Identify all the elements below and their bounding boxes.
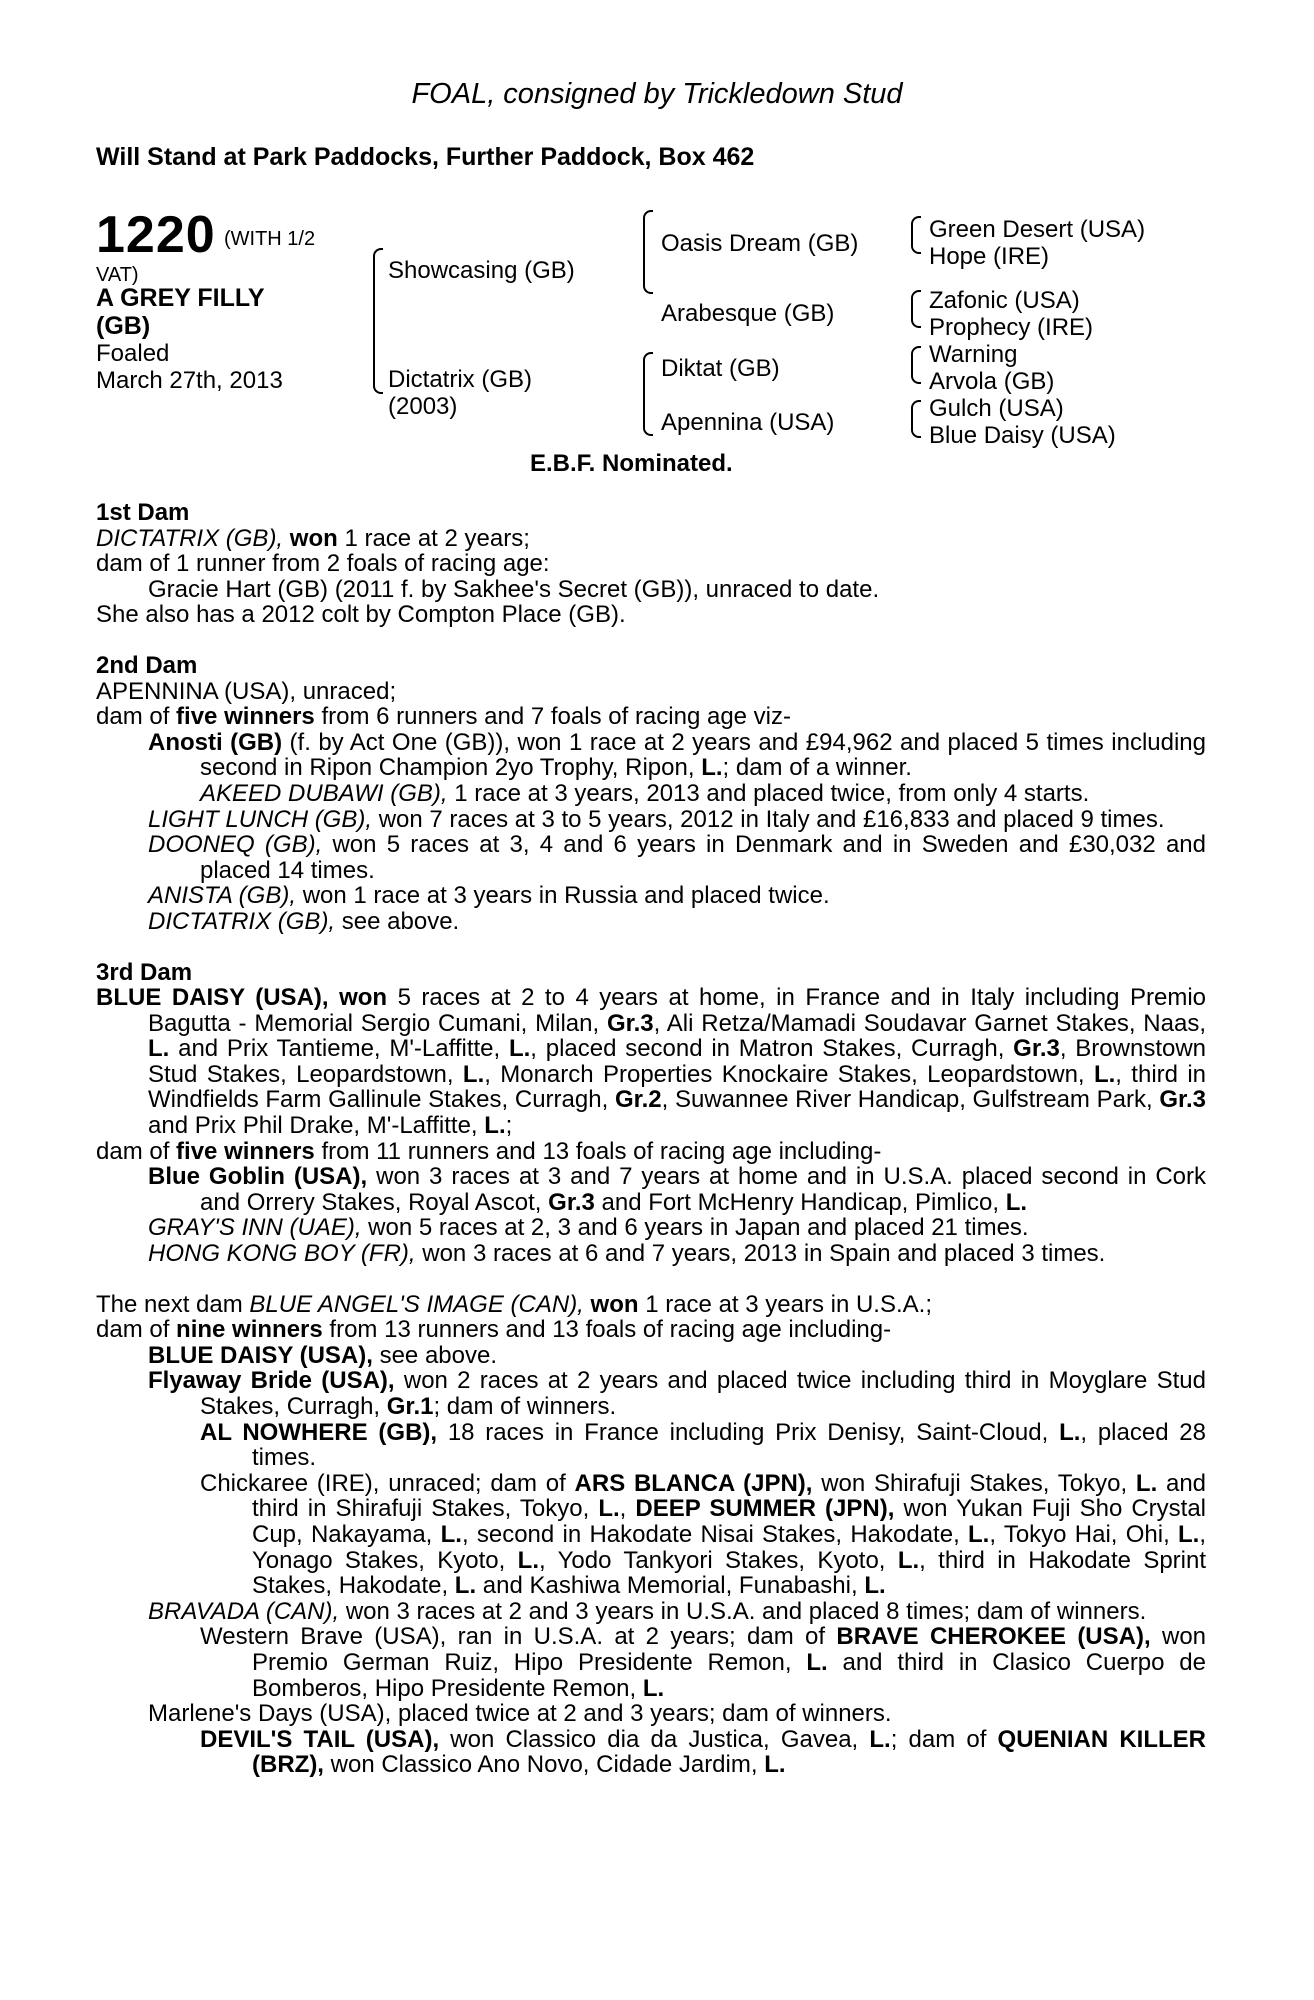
progeny-chickaree: Chickaree (IRE), unraced; dam of ARS BLANCA (JPN), won Shirafuji Stakes, Tokyo, L. and third in Shirafuji Stakes, Tokyo, L., DEEP SUMMER (JPN), won Yukan Fuji Sho Crystal Cup, Nakayama, L., second in Hakodate Nisai Stakes, Hakodate, L., Tokyo Hai, Ohi, L., Yonago Stakes, Kyoto, L., Yodo Tankyori Stakes, Kyoto, L., third in Hakodate Sprint Stakes, Hakodate, L. and Kashiwa Memorial, Funabashi, L. bbox=[200, 1469, 1207, 1600]
pedigree-g6: Arvola (GB) bbox=[929, 368, 1055, 395]
progeny-blue-daisy: BLUE DAISY (USA), see above. bbox=[148, 1341, 497, 1369]
next-dam-produce: dam of nine winners from 13 runners and 13 foals of racing age including- bbox=[96, 1316, 892, 1344]
first-dam-heading: 1st Dam bbox=[96, 499, 190, 526]
progeny-grays-inn: GRAY'S INN (UAE), won 5 races at 2, 3 and 6 years in Japan and placed 21 times. bbox=[148, 1214, 1029, 1242]
lot-vat-note: (WITH 1/2 bbox=[224, 228, 316, 250]
first-dam-note: She also has a 2012 colt by Compton Place (GB). bbox=[96, 601, 626, 629]
first-dam-runner: Gracie Hart (GB) (2011 f. by Sakhee's Secret (GB)), unraced to date. bbox=[148, 575, 880, 603]
foaled-date: Foaled March 27th, 2013 bbox=[96, 340, 283, 394]
lot-number: 1220 bbox=[96, 206, 216, 264]
progeny-flyaway-bride: Flyaway Bride (USA), won 2 races at 2 years and placed twice including third in Moyglare Stud Stakes, Curragh, Gr.1; dam of winners. bbox=[148, 1367, 1206, 1420]
second-dam-produce: dam of five winners from 6 runners and 7 foals of racing age viz- bbox=[96, 703, 792, 731]
pedigree-dam: Dictatrix (GB) bbox=[388, 366, 532, 393]
pedigree-sire: Showcasing (GB) bbox=[388, 257, 575, 284]
g-bracket-4 bbox=[911, 400, 921, 438]
g-bracket-3 bbox=[911, 346, 921, 384]
next-dam-line: The next dam BLUE ANGEL'S IMAGE (CAN), won 1 race at 3 years in U.S.A.; bbox=[96, 1290, 932, 1318]
pedigree-g8: Blue Daisy (USA) bbox=[929, 422, 1116, 449]
pedigree-sire-sire: Oasis Dream (GB) bbox=[661, 230, 859, 257]
progeny-marlenes-days: Marlene's Days (USA), placed twice at 2 and 3 years; dam of winners. bbox=[148, 1700, 892, 1728]
g-bracket-2 bbox=[911, 290, 921, 328]
pedigree-sire-dam: Arabesque (GB) bbox=[661, 300, 835, 327]
progeny-al-nowhere: AL NOWHERE (GB), 18 races in France including Prix Denisy, Saint-Cloud, L., placed 28 times. bbox=[200, 1418, 1206, 1472]
sire-dam-bracket bbox=[373, 248, 383, 394]
progeny-akeed-dubawi: AKEED DUBAWI (GB), 1 race at 3 years, 2013 and placed twice, from only 4 starts. bbox=[200, 779, 1090, 807]
first-dam-line: DICTATRIX (GB), won 1 race at 2 years; bbox=[96, 524, 530, 552]
progeny-dooneq: DOONEQ (GB), won 5 races at 3, 4 and 6 years in Denmark and in Sweden and £30,032 and placed 14 times. bbox=[148, 831, 1206, 884]
progeny-anosti: Anosti (GB) (f. by Act One (GB)), won 1 race at 2 years and £94,962 and placed 5 times including second in Ripon Champion 2yo Trophy, Ripon, L.; dam of a winner. bbox=[148, 728, 1206, 782]
progeny-anista: ANISTA (GB), won 1 race at 3 years in Russia and placed twice. bbox=[148, 882, 830, 910]
lot-description: A GREY FILLY (GB) bbox=[96, 284, 265, 340]
third-dam-heading: 3rd Dam bbox=[96, 958, 193, 986]
dam-line-text bbox=[96, 500, 1206, 1778]
progeny-western-brave: Western Brave (USA), ran in U.S.A. at 2 years; dam of BRAVE CHEROKEE (USA), won Premio German Ruiz, Hipo Presidente Remon, L. and third in Clasico Cuerpo de Bomberos, Hipo Presidente Remon, L. bbox=[200, 1623, 1207, 1702]
pedigree-g2: Hope (IRE) bbox=[929, 243, 1050, 270]
pedigree-dam-sire: Diktat (GB) bbox=[661, 355, 780, 382]
pedigree-dam-year: (2003) bbox=[388, 393, 458, 420]
first-dam-produce: dam of 1 runner from 2 foals of racing age: bbox=[96, 550, 550, 578]
progeny-light-lunch: LIGHT LUNCH (GB), won 7 races at 3 to 5 years, 2012 in Italy and £16,833 and placed 9 times. bbox=[148, 805, 1165, 833]
ebf-nomination: E.B.F. Nominated. bbox=[530, 450, 733, 477]
lot-vat-note-cont: VAT) bbox=[96, 264, 139, 286]
page-title: FOAL, consigned by Trickledown Stud bbox=[411, 78, 903, 110]
progeny-devils-tail: DEVIL'S TAIL (USA), won Classico dia da Justica, Gavea, L.; dam of QUENIAN KILLER (BRZ), won Classico Ano Novo, Cidade Jardim, L. bbox=[200, 1725, 1207, 1779]
g-bracket-1 bbox=[911, 216, 921, 254]
pedigree-g7: Gulch (USA) bbox=[929, 395, 1064, 422]
second-dam-line: APENNINA (USA), unraced; bbox=[96, 677, 397, 705]
progeny-bravada: BRAVADA (CAN), won 3 races at 2 and 3 years in U.S.A. and placed 8 times; dam of winners. bbox=[148, 1597, 1147, 1625]
third-dam-produce: dam of five winners from 11 runners and 13 foals of racing age including- bbox=[96, 1137, 882, 1165]
progeny-dictatrix: DICTATRIX (GB), see above. bbox=[148, 907, 460, 935]
dam-line-bracket bbox=[643, 352, 653, 436]
pedigree-g5: Warning bbox=[929, 341, 1018, 368]
third-dam-blue-daisy: BLUE DAISY (USA), won 5 races at 2 to 4 years at home, in France and in Italy including Premio Bagutta - Memorial Sergio Cumani, Milan, Gr.3, Ali Retza/Mamadi Soudavar Garnet Stakes, Naas, L. and Prix Tantieme, M'-Laffitte, L., placed second in Matron Stakes, Curragh, Gr.3, Brownstown Stud Stakes, Leopardstown, L., Monarch Properties Knockaire Stakes, Leopardstown, L., third in Windfields Farm Gallinule Stakes, Curragh, Gr.2, Suwannee River Handicap, Gulfstream Park, Gr.3 and Prix Phil Drake, M'-Laffitte, L.; bbox=[96, 984, 1207, 1140]
progeny-hong-kong-boy: HONG KONG BOY (FR), won 3 races at 6 and 7 years, 2013 in Spain and placed 3 times. bbox=[148, 1240, 1106, 1268]
stand-location: Will Stand at Park Paddocks, Further Paddock, Box 462 bbox=[96, 143, 755, 171]
sire-line-bracket bbox=[643, 210, 653, 294]
progeny-blue-goblin: Blue Goblin (USA), won 3 races at 3 and 7 years at home and in U.S.A. placed second in Cork and Orrery Stakes, Royal Ascot, Gr.3 and Fort McHenry Handicap, Pimlico, L. bbox=[148, 1163, 1207, 1216]
pedigree-dam-dam: Apennina (USA) bbox=[661, 409, 835, 436]
pedigree-g4: Prophecy (IRE) bbox=[929, 314, 1094, 341]
pedigree-g3: Zafonic (USA) bbox=[929, 287, 1080, 314]
second-dam-heading: 2nd Dam bbox=[96, 651, 198, 679]
pedigree-g1: Green Desert (USA) bbox=[929, 216, 1146, 243]
